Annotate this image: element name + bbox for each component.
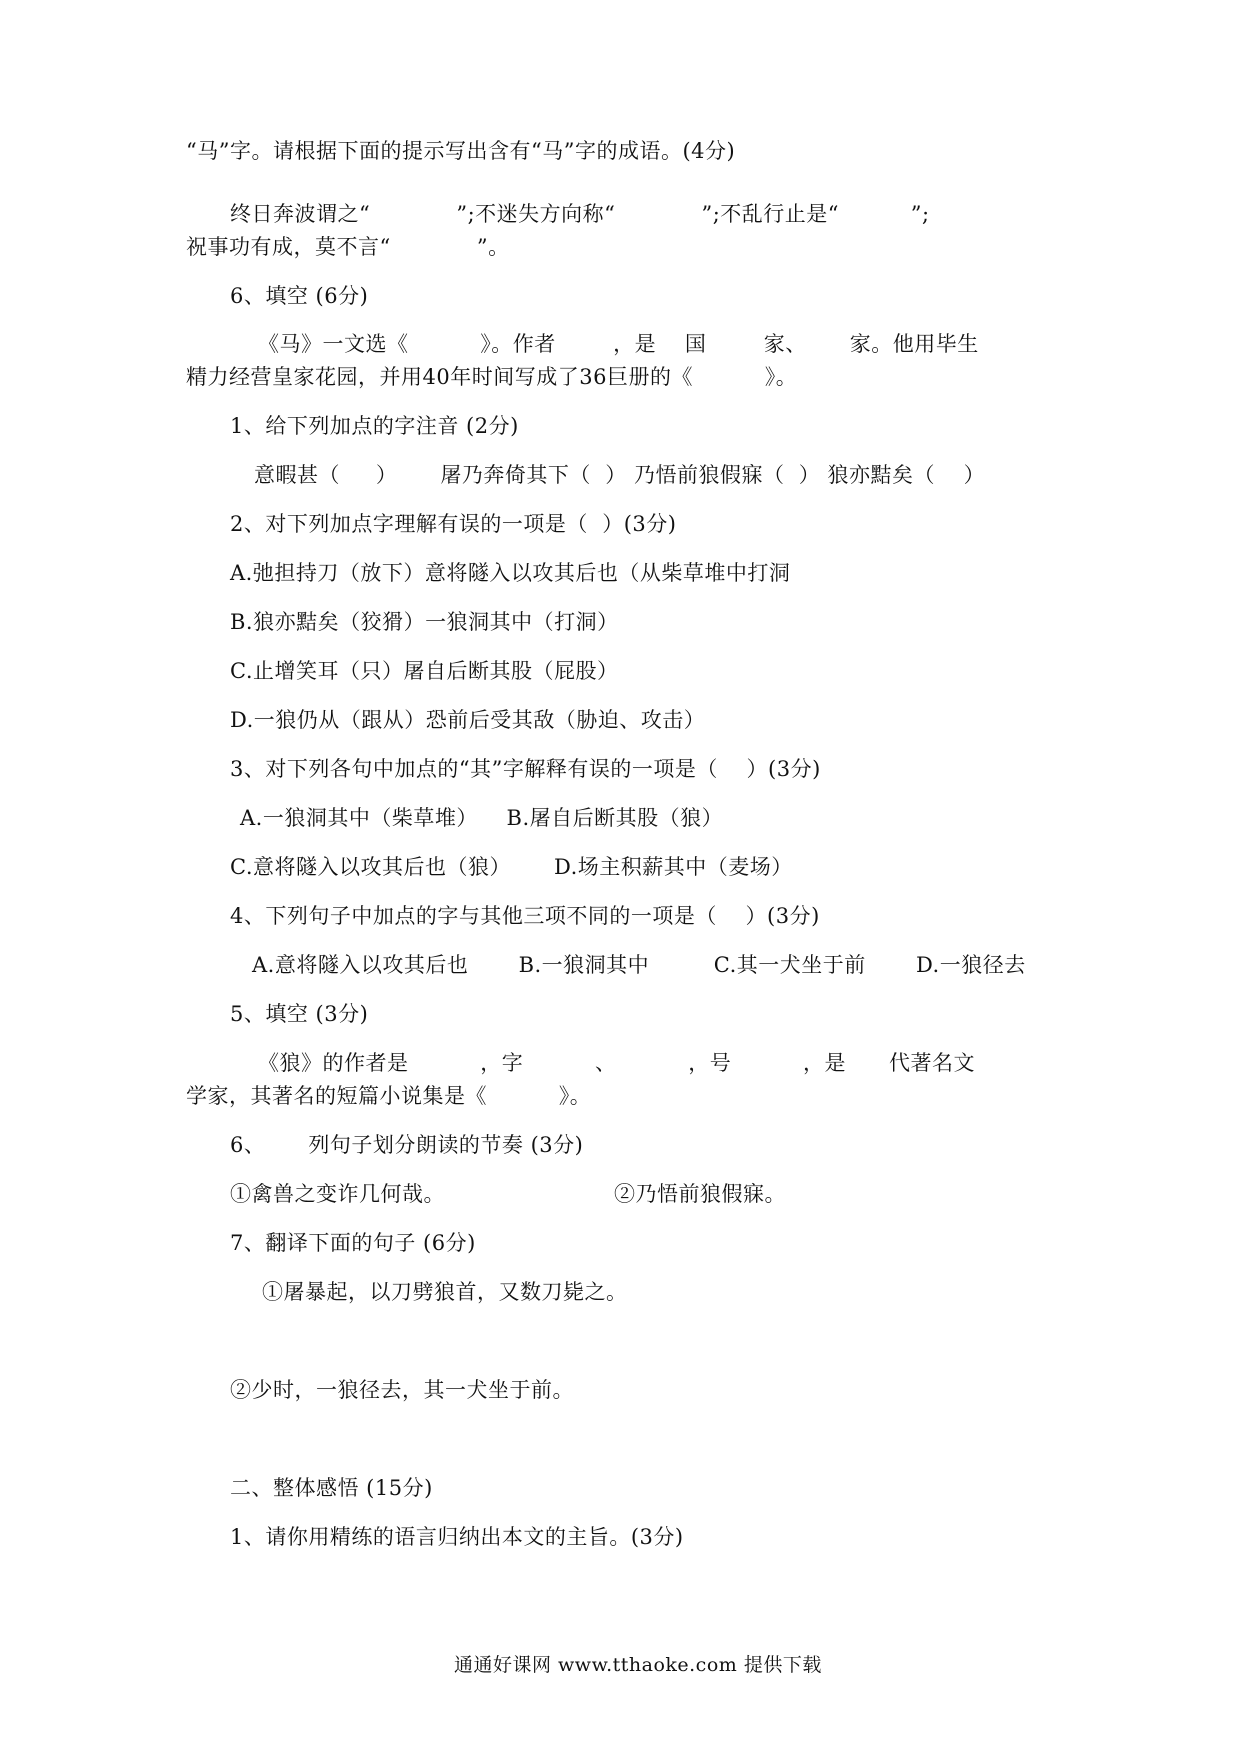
question-heading: 6、填空 (6分) xyxy=(230,284,369,308)
option-b: B.狼亦黠矣（狡猾）一狼洞其中（打洞） xyxy=(230,610,619,634)
line-horse-idiom-blanks-cont: 祝事功有成，莫不言“ ”。 xyxy=(186,235,510,259)
translate-item-2: ②少时，一狼径去，其一犬坐于前。 xyxy=(230,1378,574,1402)
line-horse-idiom-intro: “马”字。请根据下面的提示写出含有“马”字的成语。(4分) xyxy=(186,139,736,163)
question-heading: 3、对下列各句中加点的“其”字解释有误的一项是（ ）(3分) xyxy=(230,757,821,781)
line-horse-fill-cont: 精力经营皇家花园，并用40年时间写成了36巨册的《 》。 xyxy=(186,365,798,389)
option-d: D.一狼仍从（跟从）恐前后受其敌（胁迫、攻击） xyxy=(230,708,706,732)
question-heading: 6、 列句子划分朗读的节奏 (3分) xyxy=(230,1133,584,1157)
question-heading: 5、填空 (3分) xyxy=(230,1002,369,1026)
options-cd: C.意将隧入以攻其后也（狼） D.场主积薪其中（麦场） xyxy=(230,855,793,879)
question-heading: 4、下列句子中加点的字与其他三项不同的一项是（ ）(3分) xyxy=(230,904,820,928)
question-heading: 1、给下列加点的字注音 (2分) xyxy=(230,414,519,438)
line-pinyin-items: 意暇甚（ ） 屠乃奔倚其下（ ） 乃悟前狼假寐（ ） 狼亦黠矣（ ） xyxy=(254,463,986,487)
line-horse-idiom-blanks: 终日奔波谓之“ ”;不迷失方向称“ ”;不乱行止是“ ”; xyxy=(230,202,930,226)
question-heading: 7、翻译下面的句子 (6分) xyxy=(230,1231,476,1255)
question-heading: 1、请你用精练的语言归纳出本文的主旨。(3分) xyxy=(230,1525,684,1549)
option-a: A.弛担持刀（放下）意将隧入以攻其后也（从柴草堆中打洞 xyxy=(230,561,791,585)
question-heading: 2、对下列加点字理解有误的一项是（ ）(3分) xyxy=(230,512,677,536)
page-footer: 通通好课网 www.tthaoke.com 提供下载 xyxy=(454,1654,822,1676)
options-ab: A.一狼洞其中（柴草堆） B.屠自后断其股（狼） xyxy=(240,806,724,830)
translate-item-1: ①屠暴起，以刀劈狼首，又数刀毙之。 xyxy=(262,1280,628,1304)
rhythm-item-1: ①禽兽之变诈几何哉。 xyxy=(230,1182,445,1206)
options-abcd: A.意将隧入以攻其后也 B.一狼洞其中 C.其一犬坐于前 D.一狼径去 xyxy=(252,953,1026,977)
rhythm-item-2: ②乃悟前狼假寐。 xyxy=(614,1182,786,1206)
line-wolf-fill: 《狼》的作者是 ，字 、 ，号 ，是 代著名文 xyxy=(258,1051,976,1075)
line-wolf-fill-cont: 学家，其著名的短篇小说集是《 》。 xyxy=(186,1084,592,1108)
section-heading: 二、整体感悟 (15分) xyxy=(230,1476,433,1500)
line-horse-fill: 《马》一文选《 》。作者 ，是 国 家、 家。他用毕生 xyxy=(258,332,979,356)
option-c: C.止增笑耳（只）屠自后断其股（屁股） xyxy=(230,659,619,683)
